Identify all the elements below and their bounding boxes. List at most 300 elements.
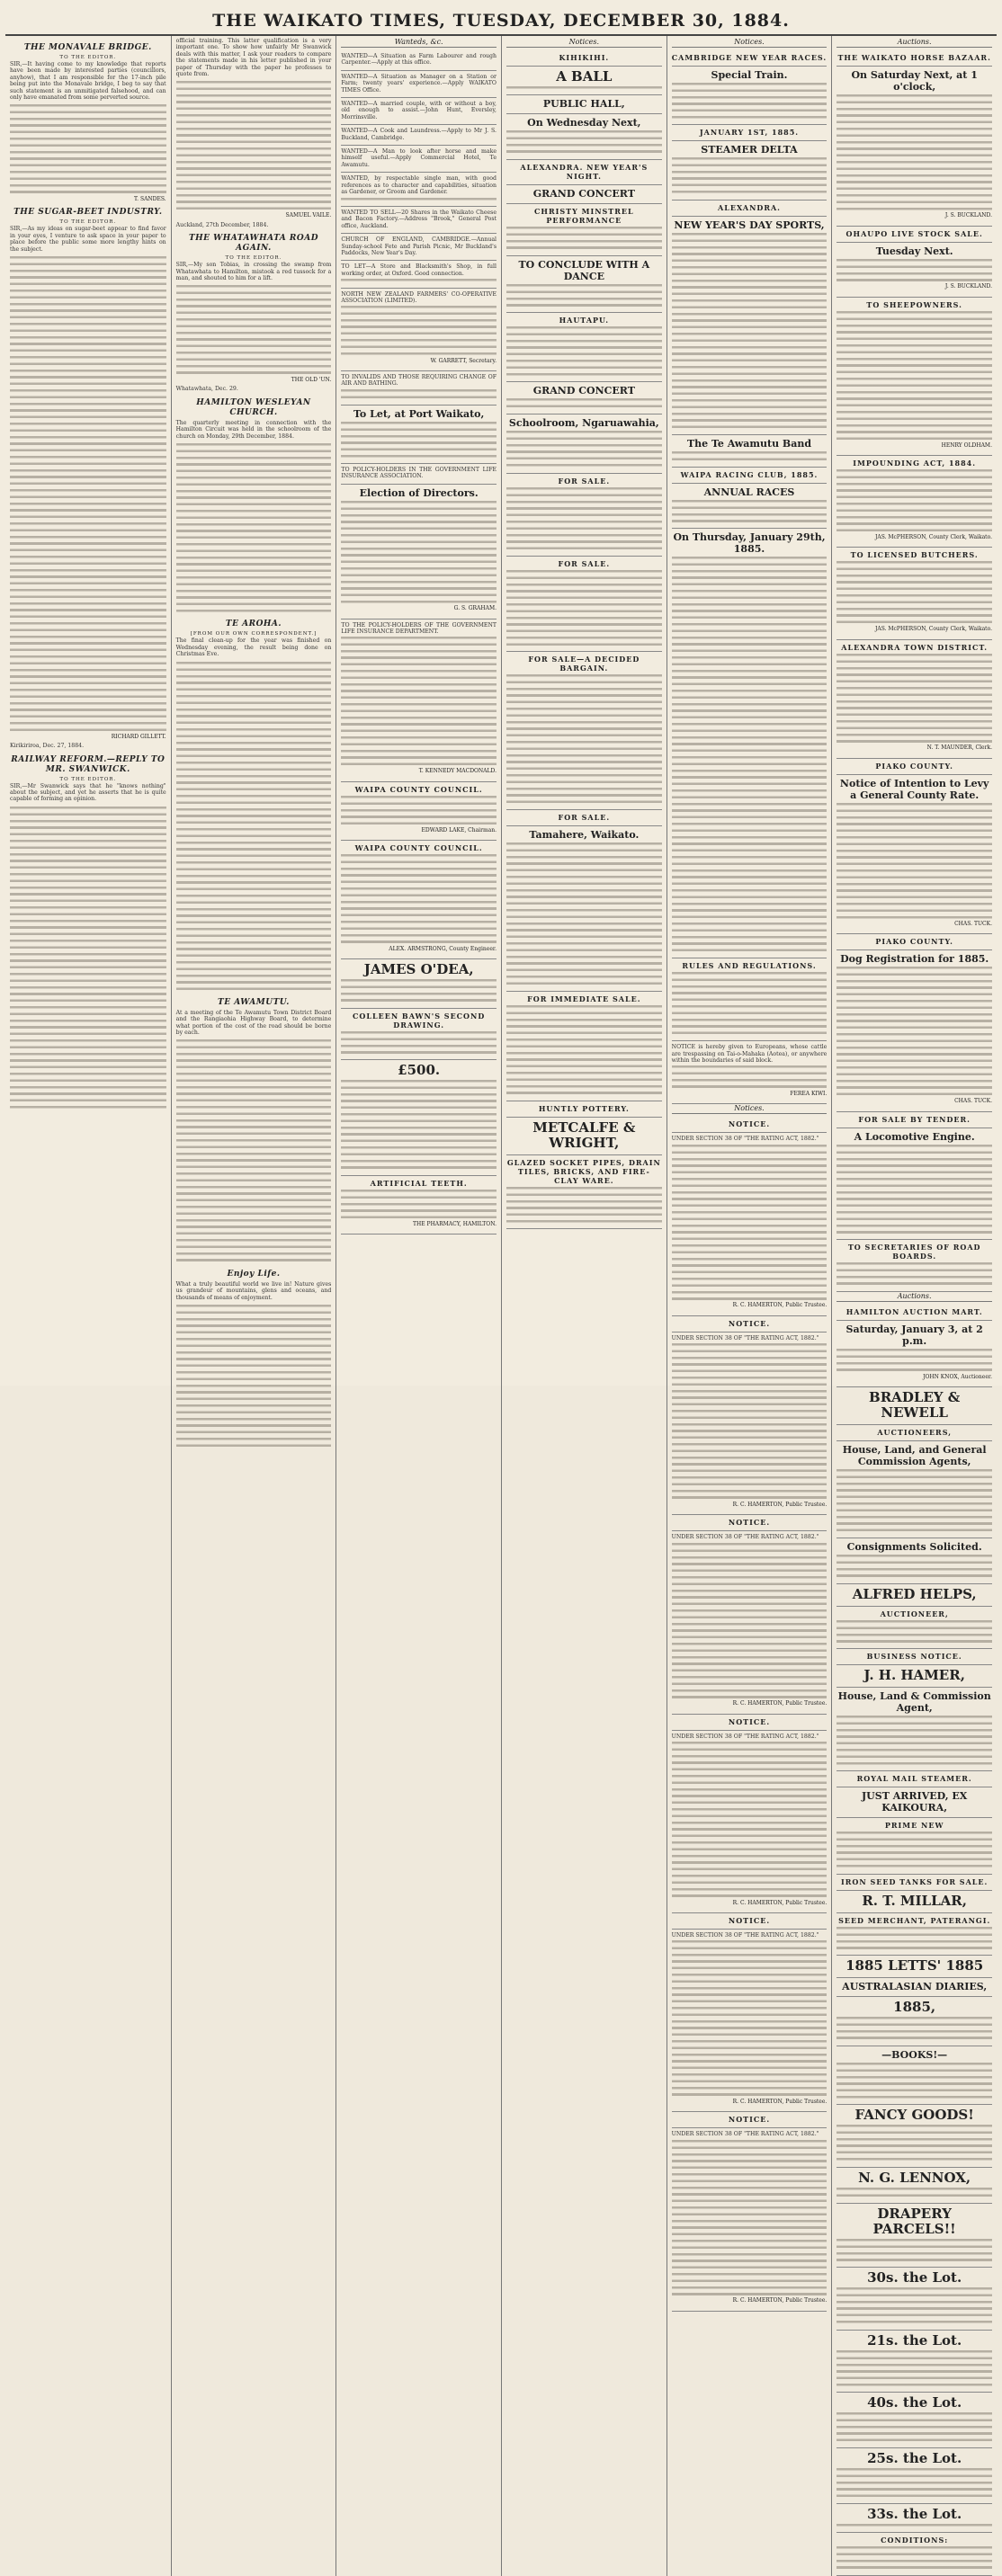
ad-heading: RULES AND REGULATIONS. [682,961,817,971]
advertisement [836,67,992,227]
advertisement [836,1787,992,1818]
advertisement [341,98,497,125]
ad-display-text: 25s. the Lot. [867,2449,962,2466]
advertisement [672,1913,828,1930]
text-lines [836,2061,992,2100]
ad-signature: ALEX. ARMSTRONG, County Engineer. [389,945,497,952]
column-5 [667,36,832,2576]
ad-text: NORTH NEW ZEALAND FARMERS' CO-OPERATIVE ASSOCIATION (LIMITED). [341,290,497,304]
ad-heading: THE WAIKATO HORSE BAZAAR. [837,53,991,62]
text-lines [836,257,992,284]
ad-text: WANTED—A Man to look after horse and make himself useful.—Apply Commercial Hotel, Te Awamutu. [341,148,497,168]
advertisement [672,1731,828,1913]
ad-heading: TO LICENSED BUTCHERS. [850,550,979,560]
article-paragraph: official training. This latter qualification is a very important one. To show how unfairly Mr Swanwick deals with this matter, I ask your readers to compare the statements made in his letter published in your paper of Thursday with the paper he professes to quote from. [175,38,332,78]
article-subheading: TO THE EDITOR. [225,255,282,262]
ad-heading: SEED MERCHANT, PATERANGI. [838,1915,991,1925]
advertisement [836,1978,992,1997]
advertisement [836,1321,992,1387]
advertisement [341,619,497,782]
advertisement [672,468,828,484]
advertisement [672,958,828,1041]
ad-heading: WAIPA COUNTY COUNCIL. [354,784,483,794]
ad-display-text: ALFRED HELPS, [852,1585,977,1602]
ad-signature: R. C. HAMERTON, Public Trustee. [732,1899,828,1906]
text-lines [176,441,332,614]
ad-subheading: Dog Registration for 1885. [840,953,989,966]
advertisement [836,1771,992,1787]
text-lines [836,559,992,626]
ad-heading: PIAKO COUNTY. [875,761,953,771]
article-signature: SAMUEL VAILE. [285,212,332,219]
ad-signature: CHAS. TUCK. [954,1098,992,1105]
ad-heading: NOTICE. [728,1916,771,1926]
advertisement [341,207,497,234]
advertisement [341,71,497,98]
advertisement [836,2204,992,2268]
ad-text: WANTED—A Situation as Manager on a Station or Farm; twenty years' experience.—Apply WAIKATO TIMES Office. [341,73,497,94]
advertisement [506,114,662,160]
text-lines [176,79,332,212]
text-lines [836,2349,992,2388]
text-lines [836,2466,992,2500]
ad-signature: JOHN KNOX, Auctioneer. [923,1373,992,1380]
advertisement [506,414,662,473]
text-lines [10,254,166,734]
advertisement [672,1333,828,1515]
advertisement [836,243,992,298]
column-header: Notices. [672,1104,828,1114]
advertisement [506,474,662,557]
ad-display-text: DRAPERY PARCELS!! [872,2205,956,2237]
advertisement [506,826,662,992]
text-lines [506,429,662,468]
advertisement [672,1041,828,1104]
ad-subheading: STEAMER DELTA [701,144,798,156]
ad-text: WANTED—A Cook and Laundress.—Apply to Mr J. S. Buckland, Cambridge. [341,128,497,141]
ad-signature: W. GARRETT, Secretary. [430,357,497,364]
ad-display-text: A BALL [556,68,613,85]
column-header: Notices. [506,38,662,48]
ad-text: UNDER SECTION 38 OF "THE RATING ACT, 1882." [671,1534,819,1541]
ad-subheading: To Let, at Port Waikato, [353,407,485,420]
article-heading: Enjoy Life. [227,1269,281,1279]
ad-heading: ALEXANDRA. NEW YEAR'S NIGHT. [520,162,649,181]
ad-subheading: Special Train. [711,69,788,81]
ad-heading: PRIME NEW [884,1821,944,1831]
advertisement [506,382,662,414]
text-lines [836,2237,992,2264]
text-lines [836,652,992,745]
ad-subheading: AUSTRALASIAN DIARIES, [842,1981,988,1993]
ad-heading: KIHIKIHI. [559,53,610,62]
advertisement [341,50,497,71]
ad-heading: WAIPA COUNTY COUNCIL. [354,843,483,853]
advertisement [836,1665,992,1688]
text-lines [176,1303,332,1449]
advertisement [836,1441,992,1538]
ad-subheading: On Saturday Next, at 1 o'clock, [851,69,978,93]
ad-heading: COLLEEN BAWN'S SECOND DRAWING. [353,1011,486,1030]
ad-heading: HAMILTON AUCTION MART. [845,1307,983,1316]
ad-heading: PIAKO COUNTY. [875,937,953,947]
advertisement [836,1305,992,1321]
text-lines [341,196,497,202]
advertisement [836,2393,992,2448]
ad-subheading: Notice of Intention to Levy a General County Rate. [839,777,989,801]
text-lines [836,1618,992,1645]
text-lines [836,1467,992,1534]
article-paragraph: Whatawhata, Dec. 29. [175,386,238,393]
advertisement [836,1387,992,1425]
text-lines [341,1030,497,1056]
text-lines [836,2545,992,2572]
article-paragraph: The final clean-up for the year was finished on Wednesday evening, the result being done on Christmas Eve. [175,637,332,658]
text-lines [672,1143,828,1303]
advertisement [672,67,828,125]
ad-signature: J. S. BUCKLAND. [944,283,992,290]
article-subheading: TO THE EDITOR. [59,776,117,782]
advertisement [836,1956,992,1978]
text-lines [672,1939,828,2099]
text-lines [176,660,332,993]
ad-heading: HUNTLY POTTERY. [538,1103,630,1113]
advertisement [506,67,662,95]
text-lines [341,635,497,768]
advertisement [672,125,828,141]
ad-subheading: Tuesday Next. [875,245,953,257]
text-lines [836,468,992,534]
ad-heading: FOR SALE. [558,813,611,823]
ad-text: WANTED TO SELL—20 Shares in the Waikato Cheese and Bacon Factory.—Address "Brook," General Post office, Auckland. [341,209,497,229]
ad-heading: JANUARY 1ST, 1885. [699,128,800,138]
text-lines [341,852,497,946]
text-lines [836,1261,992,1288]
ad-signature: HENRY OLDHAM. [941,441,992,449]
advertisement [836,2331,992,2393]
ad-heading: FOR IMMEDIATE SALE. [527,994,641,1004]
advertisement [506,652,662,810]
text-lines [672,81,828,120]
text-lines [836,1925,992,1952]
advertisement [506,1118,662,1155]
text-lines [341,420,497,459]
ad-signature: G. S. GRAHAM. [453,605,497,612]
column-4 [501,36,667,2576]
ad-signature: CHAS. TUCK. [954,921,992,927]
ad-heading: ALEXANDRA. [718,202,781,212]
text-lines [341,1078,497,1172]
text-lines [836,801,992,921]
article-paragraph: SIR,—Mr Swanwick says that he "knows nothing" about the subject, and yet he asserts that he is quite capable of forming an opinion. [10,782,166,803]
ad-text: UNDER SECTION 38 OF "THE RATING ACT, 1882." [671,1136,819,1143]
advertisement [506,256,662,314]
column-header: Wanteds, &c. [341,38,497,48]
text-lines [672,1064,828,1091]
ad-display-text: METCALFE & WRIGHT, [532,1119,636,1151]
text-lines [341,794,497,827]
advertisement [672,1531,828,1714]
advertisement [506,95,662,114]
ad-heading: FOR SALE BY TENDER. [858,1114,971,1124]
advertisement [836,456,992,548]
text-lines [506,568,662,648]
ad-heading: BUSINESS NOTICE. [866,1652,962,1662]
advertisement [836,640,992,759]
advertisement [672,217,828,435]
ad-heading: IRON SEED TANKS FOR SALE. [841,1876,989,1886]
ad-display-text: FANCY GOODS! [854,2107,974,2124]
text-lines [506,673,662,806]
ad-subheading: Schoolroom, Ngaruawahia, [508,417,659,430]
text-lines [836,2186,992,2199]
ad-subheading: House, Land & Commission Agent, [837,1690,991,1715]
ad-subheading: PUBLIC HALL, [542,98,625,111]
article-paragraph: SIR,—As my ideas on sugar-beet appear to find favor in your eyes, I venture to ask space in your paper to place before the public some more lengthy hints on the subject. [10,226,166,253]
text-lines [672,1740,828,1900]
text-lines [10,805,166,1110]
ad-signature: JAS. McPHERSON, County Clerk, Waikato. [874,626,992,633]
advertisement [341,406,497,464]
advertisement [506,810,662,826]
ad-heading: CONDITIONS: [881,2536,949,2545]
advertisement [836,227,992,243]
ad-signature: R. C. HAMERTON, Public Trustee. [732,1700,828,1707]
advertisement [836,934,992,950]
text-lines [341,388,497,401]
column-2 [171,36,336,2576]
text-lines [506,841,662,987]
advertisement [341,464,497,485]
advertisement [836,2448,992,2504]
text-lines [836,2411,992,2444]
text-lines [672,231,828,431]
masthead-title: THE WAIKATO TIMES, TUESDAY, DECEMBER 30, 1884. [212,11,790,31]
ad-heading: HAUTAPU. [559,316,610,325]
text-lines [836,1143,992,1236]
ad-heading: ROYAL MAIL STEAMER. [856,1774,972,1784]
text-lines [341,277,497,283]
ad-text: UNDER SECTION 38 OF "THE RATING ACT, 1882." [671,1733,819,1740]
ad-heading: WAIPA RACING CLUB, 1885. [680,469,819,479]
ad-subheading: House, Land, and General Commission Agents, [842,1444,987,1467]
advertisement [836,1240,992,1292]
text-lines [836,1553,992,1580]
columns-grid [5,36,997,2545]
ad-heading: FOR SALE—A DECIDED BARGAIN. [528,655,640,673]
advertisement [672,141,828,200]
ad-heading: FOR SALE. [558,476,611,486]
article-heading: TE AWAMUTU. [218,997,290,1007]
text-lines [341,304,497,357]
advertisement [506,1155,662,1229]
ad-signature: R. C. HAMERTON, Public Trustee. [732,2099,828,2106]
ad-heading: NOTICE. [728,2115,771,2125]
ad-display-text: 30s. the Lot. [867,2269,962,2286]
ad-heading: CAMBRIDGE NEW YEAR RACES. [671,53,828,62]
ad-subheading: TO CONCLUDE WITH A DANCE [518,258,650,282]
ad-display-text: 40s. the Lot. [867,2393,962,2411]
masthead [5,4,997,36]
ad-text: CHURCH OF ENGLAND, CAMBRIDGE.—Annual Sunday-school Fete and Parish Picnic, Mr Buckland's Paddocks, New Year's Day. [341,236,497,256]
ad-subheading: Tamahere, Waikato. [529,829,640,842]
article-signature: RICHARD GILLETT. [111,733,166,740]
ad-text: WANTED—A married couple, with or without a boy, old enough to assist.—John Hunt, Eversley, Morrinsville. [341,101,497,120]
ad-signature: FEREA KIWI. [790,1090,828,1097]
advertisement [672,1133,828,1315]
text-lines [506,1185,662,1225]
text-lines [506,225,662,252]
text-lines [836,2286,992,2325]
article-signature: THE OLD 'UN. [291,377,332,384]
advertisement [672,1715,828,1731]
text-lines [836,93,992,212]
ad-subheading: The Te Awamutu Band [686,437,812,450]
text-lines [836,309,992,442]
ad-display-text: N. G. LENNOX, [858,2169,971,2186]
advertisement [836,1128,992,1241]
ad-signature: N. T. MAUNDER, Clerk. [926,744,992,752]
article-subheading: [FROM OUR OWN CORRESPONDENT.] [190,631,318,637]
advertisement [341,125,497,146]
ad-heading: TO SHEEPOWNERS. [866,299,962,309]
ad-signature: R. C. HAMERTON, Public Trustee. [732,1302,828,1309]
advertisement [341,841,497,959]
ad-text: UNDER SECTION 38 OF "THE RATING ACT, 1882." [671,1932,819,1939]
advertisement [672,2128,828,2311]
advertisement [672,1316,828,1333]
column-3 [335,36,501,2576]
ad-heading: CHRISTY MINSTREL PERFORMANCE [534,206,634,225]
ad-signature: R. C. HAMERTON, Public Trustee. [732,2297,828,2304]
advertisement [836,1875,992,1891]
text-lines [836,965,992,1098]
ad-display-text: JAMES O'DEA, [363,961,474,978]
advertisement [506,557,662,653]
advertisement [506,313,662,382]
ad-heading: IMPOUNDING ACT, 1884. [853,459,977,468]
ad-heading: NOTICE. [728,1119,771,1129]
ad-subheading: On Wednesday Next, [527,117,641,129]
ad-text: UNDER SECTION 38 OF "THE RATING ACT, 1882." [671,2131,819,2138]
advertisement [836,1425,992,1441]
advertisement [672,2112,828,2128]
text-lines [672,1341,828,1502]
column-1 [5,36,171,2576]
advertisement [341,485,497,619]
advertisement [836,1649,992,1665]
ad-heading: ARTIFICIAL TEETH. [370,1178,468,1188]
advertisement [506,50,662,67]
text-lines [836,2123,992,2162]
advertisement [836,548,992,639]
advertisement [341,146,497,173]
text-lines [836,1714,992,1767]
advertisement [672,435,828,468]
ad-subheading: On Thursday, January 29th, 1885. [673,531,826,556]
advertisement [506,185,662,204]
advertisement [341,959,497,1009]
ad-subheading: Election of Directors. [359,486,479,499]
ad-display-text: 1885, [893,1999,936,2016]
advertisement [836,1607,992,1650]
article-paragraph: What a truly beautiful world we live in! Nature gives us grandeur of mountains, glens and oceans, and thousands of means of enjoyment. [175,1280,332,1301]
ad-subheading: GRAND CONCERT [532,187,635,200]
text-lines [506,85,662,91]
text-lines [672,970,828,1037]
ad-heading: TO SECRETARIES OF ROAD BOARDS. [847,1243,981,1261]
ad-text: WANTED—A Situation as Farm Labourer and rough Carpenter.—Apply at this office. [341,53,497,67]
advertisement [836,1818,992,1874]
advertisement [506,992,662,1101]
text-lines [836,1830,992,1869]
advertisement [836,1688,992,1771]
text-lines [672,450,828,463]
text-lines [672,2138,828,2298]
ad-display-text: 33s. the Lot. [867,2505,962,2522]
text-lines [672,555,828,954]
text-lines [836,1347,992,1374]
ad-text: UNDER SECTION 38 OF "THE RATING ACT, 1882." [671,1334,819,1341]
advertisement [836,2168,992,2204]
text-lines [341,1188,497,1221]
advertisement [836,759,992,775]
advertisement [672,529,828,958]
text-lines [506,282,662,309]
ad-heading: AUCTIONEER, [880,1609,949,1618]
text-lines [10,103,166,196]
ad-subheading: Saturday, January 3, at 2 p.m. [845,1324,983,1347]
ad-heading: FOR SALE. [558,558,611,568]
article-paragraph: The quarterly meeting in connection with the Hamilton Circuit was held in the schoolroom of the church on Monday, 29th December, 1884. [175,419,332,440]
ad-subheading: Consignments Solicited. [846,1541,982,1553]
column-header: Auctions. [836,1292,992,1302]
article-paragraph: SIR,—My son Tobias, in crossing the swamp from Whatawhata to Hamilton, mistook a red tussock for a man, and shouted to him for a lift. [175,262,332,282]
advertisement [836,2504,992,2533]
article-paragraph: Kirikiriroa, Dec. 27, 1884. [10,743,85,750]
article-subheading: TO THE EDITOR. [59,219,117,226]
text-lines [506,129,662,156]
ad-heading: ALEXANDRA TOWN DISTRICT. [841,642,989,652]
article-heading: THE MONAVALE BRIDGE. [23,43,152,52]
ad-subheading: ANNUAL RACES [703,486,795,498]
ad-signature: J. S. BUCKLAND. [944,212,992,219]
advertisement [836,298,992,456]
ad-display-text: £500. [398,1062,441,1079]
text-lines [341,499,497,605]
ad-subheading: GRAND CONCERT [532,385,635,397]
advertisement [506,1101,662,1118]
article-heading: TE AROHA. [225,619,282,629]
ad-signature: EDWARD LAKE, Chairman. [421,826,497,833]
article-paragraph: At a meeting of the Te Awamutu Town District Board and the Rangiaohia Highway Board, to determine what portion of the cost of the road should be borne by each. [175,1009,332,1036]
text-lines [506,1003,662,1097]
ad-heading: NOTICE. [728,1518,771,1528]
advertisement [836,1112,992,1128]
text-lines [176,283,332,377]
advertisement [506,204,662,256]
advertisement [341,782,497,841]
advertisement [341,234,497,261]
text-lines [836,2015,992,2042]
ad-display-text: BRADLEY & NEWELL [869,1389,961,1421]
advertisement [341,173,497,207]
article-heading: THE WHATAWHATA ROAD AGAIN. [188,234,319,254]
text-lines [341,977,497,1004]
advertisement [341,261,497,288]
text-lines [672,498,828,525]
text-lines [506,397,662,410]
